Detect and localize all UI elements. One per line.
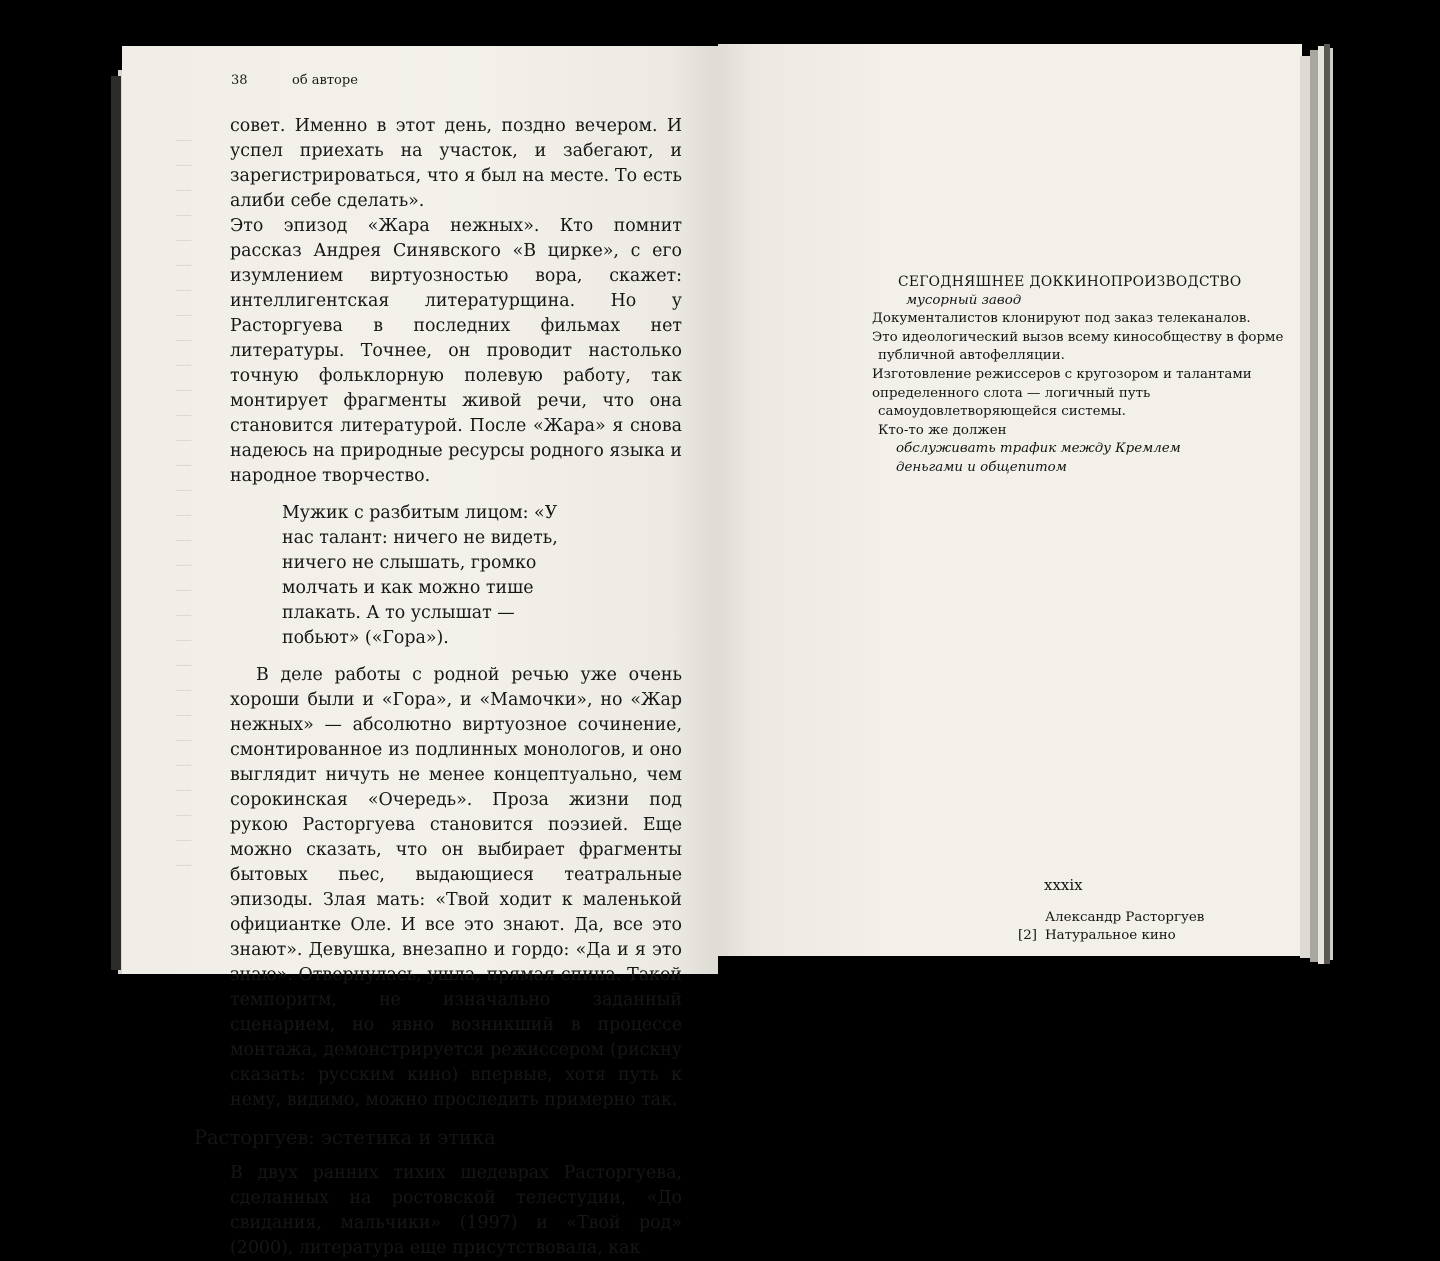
manifesto-line: самоудовлетворяющейся системы. [878, 404, 1126, 420]
block-quote: Мужик с разбитым лицом: «У нас талант: ничего не видеть, ничего не слышать, громко молчать и как можно тише плакать. А то услышат — побьют» («Гора»). [282, 503, 558, 648]
page-edge [111, 76, 121, 970]
left-page [122, 46, 718, 1258]
paragraph: совет. Именно в этот день, поздно вечером. И успел приехать на участок, и забегают, и зарегистрироваться, что я был на месте. То есть алиби себе сделать». [230, 116, 682, 211]
footnote-marker: [2] [1018, 928, 1037, 943]
manifesto-italic-line: обслуживать трафик между Кремлем [896, 441, 1181, 457]
manifesto-line: Документалистов клонируют под заказ телеканалов. [872, 311, 1251, 327]
paragraph: Это эпизод «Жара нежных». Кто помнит рассказ Андрея Синявского «В цирке», с его изумлением виртуозностью вора, скажет: интеллигентская литературщина. Но у Расторгуева в последних фильмах нет литературы. Точнее, он проводит настолько точную фольклорную полевую работу, так монтирует фрагменты живой речи, что она становится литературой. После «Жара» я снова надеюсь на природные ресурсы родного языка и народное творчество. [230, 216, 682, 486]
body-text [194, 114, 682, 1261]
show-through-text: — — — — — — — — — — — — — — — — — — — — — — — — — — — — — — [175, 130, 192, 875]
manifesto-line: Кто-то же должен [878, 422, 1007, 438]
manifesto-subtitle: мусорный завод [906, 292, 1022, 308]
running-head: об авторе [292, 73, 358, 88]
page-edge [1330, 48, 1333, 960]
right-page [718, 44, 1302, 956]
manifesto-title: СЕГОДНЯШНЕЕ ДОККИНОПРОИЗВОДСТВО [898, 274, 1242, 290]
manifesto-line: Это идеологический вызов всему кинособществу в форме [872, 329, 1284, 345]
manifesto-line: определенного слота — логичный путь [872, 385, 1151, 401]
manifesto-block [872, 273, 1284, 478]
footer-book-title: Натуральное кино [1045, 928, 1176, 943]
section-heading: Расторгуев: эстетика и этика [194, 1126, 496, 1149]
footer-title-line [1018, 909, 1204, 927]
page-edge [1300, 56, 1310, 958]
footer-author: Александр Расторгуев [1045, 910, 1205, 925]
manifesto-line: Изготовление режиссеров с кругозором и талантами [872, 366, 1252, 382]
page-number: 38 [231, 73, 248, 88]
page-number: xxxix [1044, 876, 1083, 894]
paragraph: В двух ранних тихих шедеврах Расторгуева, сделанных на ростовской телестудии, «До свидания, мальчики» (1997) и «Твой род» (2000), литература еще присутствовала, как [230, 1163, 682, 1258]
page-footer [1018, 909, 1204, 945]
paragraph: В деле работы с родной речью уже очень хороши были и «Гора», и «Мамочки», но «Жар нежных» — абсолютно виртуозное сочинение, смонтированное из подлинных монологов, и оно выглядит ничуть не менее концептуально, чем сорокинская «Очередь». Проза жизни под рукою Расторгуева становится поэзией. Еще можно сказать, что он выбирает фрагменты бытовых пьес, выдающиеся театральные эпизоды. Злая мать: «Твой ходит к маленькой официантке Оле. И все это знают. Да, все это знают». Девушка, внезапно и гордо: «Да и я это знаю». Отвернулась, ушла, прямая спина. Такой темпоритм, не изначально заданный сценарием, но явно возникший в процессе монтажа, демонстрируется режиссером (рискну сказать: русским кино) впервые, хотя путь к нему, видимо, можно проследить примерно так. [230, 665, 682, 1110]
footer-subtitle-line [1018, 927, 1204, 945]
page-edge [1310, 50, 1318, 962]
manifesto-line: публичной автофелляции. [878, 348, 1065, 364]
manifesto-italic-line: деньгами и общепитом [896, 459, 1067, 475]
